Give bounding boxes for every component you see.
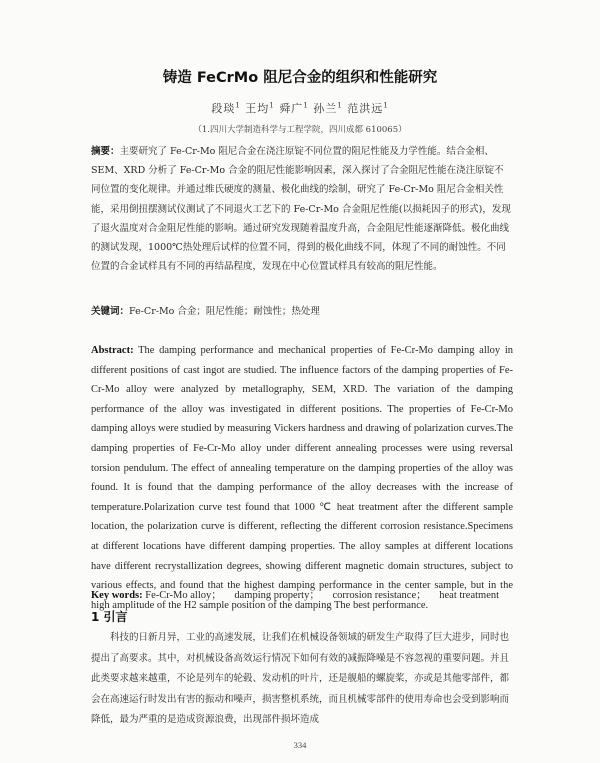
- page-number: 334: [293, 740, 307, 750]
- author-name: 段琰: [211, 102, 236, 115]
- chinese-keywords: [91, 303, 513, 317]
- author-name: 舜广: [279, 102, 304, 115]
- author-name: 范洪远: [347, 102, 384, 115]
- english-keywords-label: Key words:: [91, 590, 143, 601]
- chinese-abstract-label: 摘要：: [91, 146, 120, 157]
- paper-title: 铸造 FeCrMo 阻尼合金的组织和性能研究: [162, 70, 438, 86]
- chinese-abstract: [91, 142, 513, 276]
- introduction-paragraph: 科技的日新月异，工业的高速发展，让我们在机械设备领域的研发生产取得了巨大进步，同时也提出了高要求。其中，对机械设备高效运行情况下如何有效的减振降噪是不容忽视的重要问题。并且此类要求越来越重，不论是列车的轮毂、发动机的叶片，还是舰船的螺旋桨，亦或是其他零部件，都会在高速运行时发出有害的振动和噪声，损害整机系统，而且机械零部件的使用寿命也会受到影响而降低，最为严重的是造成资源浪费，出现部件损坏造成: [91, 632, 510, 725]
- english-keyword: Fe-Cr-Mo alloy；: [145, 590, 222, 601]
- chinese-abstract-text: 主要研究了 Fe-Cr-Mo 阻尼合金在浇注原锭不同位置的阻尼性能及力学性能。结合金相、SEM、XRD 分析了 Fe-Cr-Mo 合金的阻尼性能影响因素，深入探讨了合金阻尼性能在浇注原锭不同位置的变化规律。并通过维氏硬度的测量、极化曲线的绘制，研究了 Fe-Cr-Mo 阻尼合金相关性能，采用倒扭摆测试仪测试了不同退火工艺下的 Fe-Cr-Mo 合金阻尼性能(以损耗因子的形式)，发现了退火温度对合金阻尼性能的影响。通过研究发现随着温度升高，合金阻尼性能逐渐降低。极化曲线的测试发现，1000℃热处理后试样的位置不同，得到的极化曲线不同，体现了不同的耐蚀性。不同位置的合金试样具有不同的再结晶程度，发现在中心位置试样具有较高的阻尼性能。: [91, 146, 511, 273]
- author-name: 王均: [245, 102, 270, 115]
- english-keyword: heat treatment: [439, 590, 500, 601]
- author-sup: 1: [235, 101, 241, 110]
- author-sup: 1: [337, 101, 343, 110]
- chinese-keywords-text: Fe-Cr-Mo 合金；阻尼性能；耐蚀性；热处理: [129, 306, 320, 317]
- english-abstract-text: The damping performance and mechanical properties of Fe-Cr-Mo damping alloy in different positions of cast ingot are studied. The influence factors of the damping properties of Fe-Cr-Mo alloy were analyzed by metallography, SEM, XRD. The variation of the damping performance of the alloy was investigated in different positions. The properties of Fe-Cr-Mo damping alloys were studied by measuring Vickers hardness and drawing of polarization curves.The damping properties of Fe-Cr-Mo alloy under different annealing processes were using reversal torsion pendulum. The effect of annealing temperature on the damping properties of the alloy was found. It is found that the damping performance of the alloy decreases with the increase of temperature.Polarization curve test found that 1000 ℃ heat treatment after the different sample location, the polarization curve is different, reflecting the different corrosion resistance.Specimens at different locations have different damping properties. The alloy samples at different locations have different recrystallization degrees, showing different magnetic domain structures, subject to various effects, and found that the highest damping performance in the center sample, but in the high amplitude of the H2 sample position of the damping The best performance.: [91, 345, 513, 611]
- author-sup: 1: [383, 101, 389, 110]
- affiliation: （1.四川大学制造科学与工程学院，四川成都 610065）: [193, 125, 407, 135]
- section-heading: 1 引言: [91, 610, 128, 624]
- english-keyword: corrosion resistance；: [332, 590, 427, 601]
- english-abstract-label: Abstract:: [91, 345, 134, 356]
- author-name: 孙兰: [313, 102, 338, 115]
- author-sup: 1: [303, 101, 309, 110]
- chinese-keywords-label: 关键词：: [91, 306, 130, 317]
- english-keyword: damping property；: [234, 590, 320, 601]
- english-keywords: [91, 587, 513, 602]
- author-list: [0, 100, 600, 116]
- author-sup: 1: [269, 101, 275, 110]
- english-abstract: [91, 341, 513, 615]
